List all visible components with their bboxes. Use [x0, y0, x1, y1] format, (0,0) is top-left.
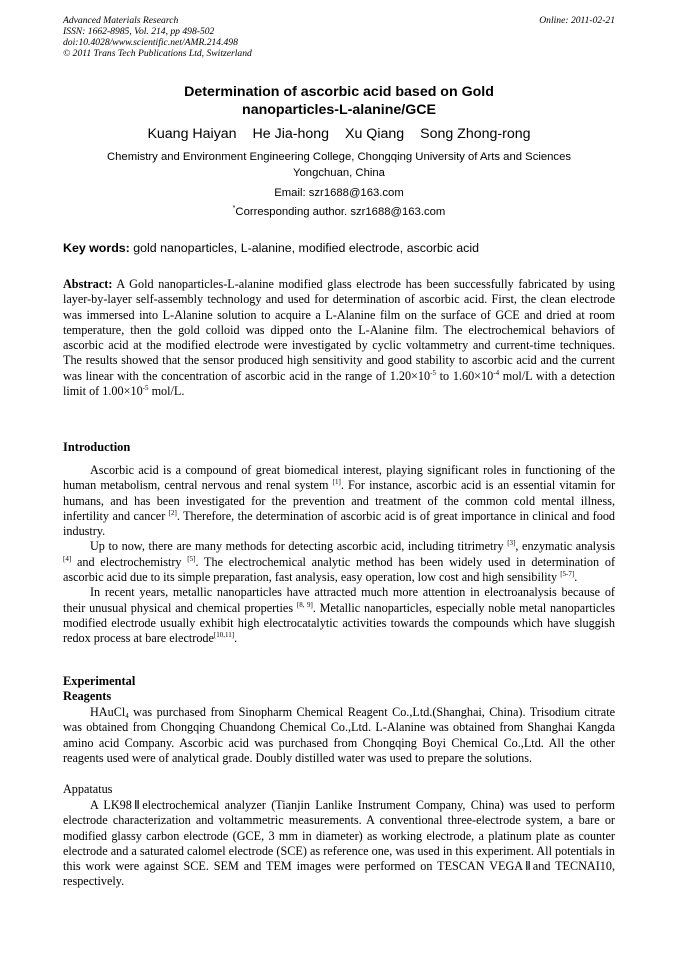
citation: [3]	[507, 539, 516, 548]
citation: [1]	[332, 478, 341, 487]
author-list	[63, 125, 615, 143]
paragraph: Up to now, there are many methods for detecting ascorbic acid, including titrimetry [3], enzymatic analysis [4] and electrochemistry [5]. The electrochemical analytic method has been widely used in determination of ascorbic acid due to its simple preparation, fast analysis, easy operation, low cost and high sensibility [5-7].	[63, 539, 616, 585]
citation: [2]	[168, 508, 177, 517]
paragraph: Ascorbic acid is a compound of great biomedical interest, playing significant roles in functioning of the human metabolism, central nervous and renal system [1]. For instance, ascorbic acid is an essential vitamin for humans, and has been investigated for the prevention and treatment of the common cold mental illness, infertility and cancer [2]. Therefore, the determination of ascorbic acid is of great importance in clinical and food industry.	[63, 463, 616, 539]
author-name: He Jia-hong	[252, 126, 330, 142]
subscript: 4	[125, 712, 129, 720]
abstract-text: mol/L with a detection limit of 1.00×10	[63, 368, 616, 399]
author-name: Song Zhong-rong	[420, 126, 531, 142]
citation: [8, 9]	[296, 600, 313, 609]
exponent: -5	[430, 368, 436, 377]
keywords-label: Key words:	[63, 241, 130, 255]
online-date: Online: 2011-02-21	[539, 15, 615, 26]
affiliation	[63, 150, 615, 181]
introduction-body	[63, 463, 615, 647]
exponent: -4	[493, 368, 500, 377]
experimental-heading: Experimental	[63, 674, 136, 688]
author-name: Kuang Haiyan	[147, 126, 237, 142]
title-line-2: nanoparticles-L-alanine/GCE	[242, 102, 436, 118]
issn-line: ISSN: 1662-8985, Vol. 214, pp 498-502	[63, 26, 215, 37]
affiliation-line-2: Yongchuan, China	[293, 166, 385, 179]
apparatus-body	[63, 798, 615, 890]
paragraph: In recent years, metallic nanoparticles have attracted much more attention in electroanalysis because of their unusual physical and chemical properties [8, 9]. Metallic nanoparticles, especially noble metal nanoparticles modified electrode usually exhibit high electrocatalytic activities towards the compounds which have sluggish redox process at bare electrode[10,11].	[63, 585, 615, 646]
apparatus-heading: Appatatus	[63, 782, 113, 796]
corresponding-text: Corresponding author. szr1688@163.com	[235, 206, 446, 218]
abstract-text: A Gold nanoparticles-L-alanine modified glass electrode has been successfully fabricated by using layer-by-layer self-assembly technology and used for determination of ascorbic acid. First, the clean electrode was immersed into L-Alanine solution to acquire a L-Alanine film on the surface of GCE and dried at room temperature, then the gold colloid was dipped onto the L-Alanine film. The electrochemical behaviors of ascorbic acid at the modified electrode were investigated by cyclic voltammetry and current-time techniques. The results showed that the sensor produced high sensitivity and good stability to ascorbic acid and the current was linear with the concentration of ascorbic acid in the range of 1.20×10	[63, 277, 615, 383]
abstract-label: Abstract:	[63, 277, 113, 291]
paragraph: A LK98Ⅱelectrochemical analyzer (Tianjin Lanlike Instrument Company, China) was used to perform electrode characterization and voltammetric measurements. A conventional three-electrode system, a bare or modified glassy carbon electrode (GCE, 3 mm in diameter) as working electrode, a platinum plate as counter electrode and a saturated calomel electrode (SCE) as reference one, was used in this experiment. All potentials in this work were against SCE. SEM and TEM images were performed on TESCAN VEGAⅡand TECNAI10, respectively.	[63, 798, 615, 889]
exponent: -5	[142, 384, 149, 393]
corresponding-author	[63, 205, 615, 219]
introduction-heading: Introduction	[63, 440, 131, 454]
citation: [10,11]	[213, 631, 235, 640]
author-name: Xu Qiang	[345, 126, 405, 142]
reagents-heading: Reagents	[63, 689, 112, 703]
copyright-line: © 2011 Trans Tech Publications Ltd, Switzerland	[63, 48, 252, 59]
journal-header	[63, 15, 615, 59]
keywords	[63, 241, 615, 256]
paper-title	[63, 83, 615, 119]
citation: [5]	[187, 554, 196, 563]
citation: [4]	[63, 554, 72, 563]
abstract-text: mol/L.	[148, 384, 185, 399]
asterisk-mark: *	[232, 205, 236, 212]
citation: [5-7]	[560, 570, 575, 579]
journal-name: Advanced Materials Research	[63, 15, 179, 26]
abstract	[63, 277, 615, 399]
abstract-text: to 1.60×10	[435, 368, 494, 383]
paragraph: HAuCl$_4$ was purchased from Sinopharm Chemical Reagent Co.,Ltd.(Shanghai, China). Trisodium citrate was obtained from Chongqing Chuandong Chemical Co.,Ltd. L-Alanine was obtained from Shanghai Kangda amino acid Company. Ascorbic acid was purchased from Chongqing Boyi Chemical Co.,Ltd. All the other reagents used were of analytical grade. Doubly distilled water was used to prepare the solutions.	[63, 705, 615, 765]
email-line: Email: szr1688@163.com	[274, 187, 404, 199]
title-line-1: Determination of ascorbic acid based on Gold	[184, 84, 494, 100]
reagents-body	[63, 705, 615, 766]
affiliation-line-1: Chemistry and Environment Engineering College, Chongqing University of Arts and Sciences	[106, 151, 572, 163]
keywords-text: gold nanoparticles, L-alanine, modified electrode, ascorbic acid	[129, 241, 480, 255]
doi-line: doi:10.4028/www.scientific.net/AMR.214.498	[63, 37, 238, 48]
